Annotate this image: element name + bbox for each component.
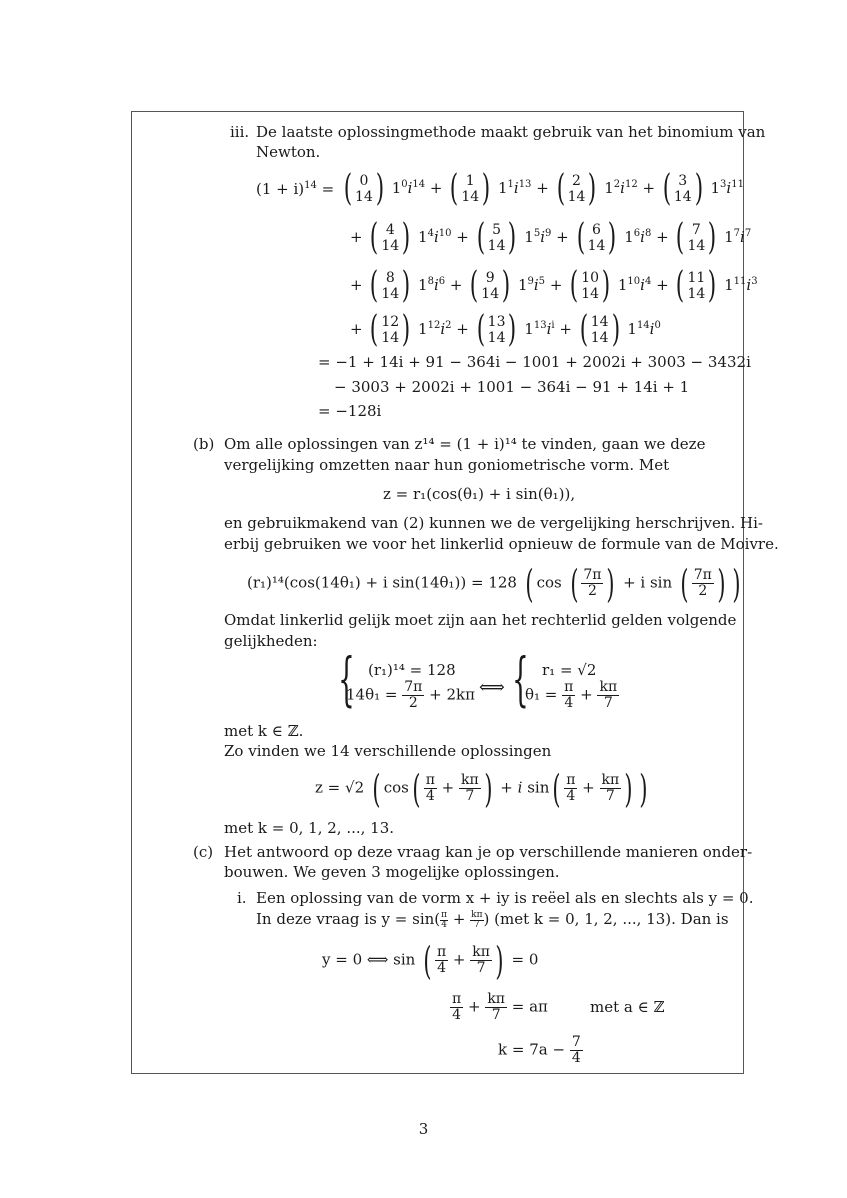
system-left-2b: + 2kπ [429, 685, 475, 704]
item-iii-label: iii. [230, 123, 250, 141]
power-one: 2 [613, 179, 621, 190]
binom-top: 6 [592, 222, 601, 238]
power-i: 0 [654, 320, 661, 331]
binomial-coefficient: ( 7 14 ) [676, 217, 717, 258]
binom-bottom: 14 [581, 286, 600, 302]
power-one: 1 [507, 179, 514, 190]
power-i: 9 [545, 228, 552, 239]
power-i: 2 [445, 320, 452, 331]
system-left-1: (r₁)¹⁴ = 128 [368, 661, 456, 679]
binomial-coefficient: ( 8 14 ) [370, 265, 411, 306]
power-one: 11 [733, 276, 747, 287]
paragraph-line: Omdat linkerlid gelijk moet zijn aan het rechterlid gelden volgende [224, 611, 737, 629]
equation-y-zero: y = 0 ⟺ sin ( $\frac{\pi}{4}$ + $\frac{k\pi}{7}$ ) = 0 [322, 938, 539, 983]
power-one: 7 [733, 228, 741, 239]
binom-bottom: 14 [381, 238, 400, 254]
system-left-2 [346, 680, 475, 711]
binom-top: 3 [678, 173, 688, 189]
binomial-coefficient: ( 13 14 ) [476, 309, 517, 350]
result-line: = −128i [318, 402, 382, 420]
system-right-2a: θ₁ = [525, 685, 558, 704]
power-one: 8 [427, 276, 434, 287]
eq1-right: = 0 [511, 950, 539, 969]
frac-denominator: 4 [441, 919, 447, 930]
lhs-base: (1 + i) [256, 180, 305, 198]
binomial-coefficient: ( 9 14 ) [470, 265, 511, 306]
binom-top: 10 [581, 270, 600, 286]
binomial-coefficient: ( 6 14 ) [576, 217, 617, 258]
frac-denominator: 4 [425, 788, 435, 804]
power-i: 13 [518, 179, 532, 190]
power-one: 4 [427, 228, 434, 239]
frac-denominator: 4 [452, 1007, 462, 1023]
binom-top: 4 [385, 222, 395, 238]
binomial-row: ( 0 14 ) $1^0i^{14}$ + ( 1 14 ) $1^1i^{13}$ + ( 2 14 ) $1^2i^{12}$ + ( 3 14 ) $1^3i^{11}$ [341, 165, 744, 211]
frac-denominator: 7 [603, 695, 613, 711]
frac-denominator: 7 [473, 919, 480, 930]
frac-denominator: 4 [566, 788, 576, 804]
right-brace: { [512, 645, 529, 713]
frac-denominator: 7 [491, 1007, 501, 1023]
binom-top: 2 [572, 173, 581, 189]
frac-denominator: 4 [564, 695, 574, 711]
power-one: 9 [527, 276, 534, 287]
power-i: 3 [751, 276, 758, 287]
frac-numerator: π [566, 772, 576, 788]
power-i: 10 [438, 228, 452, 239]
binomial-row: + ( 12 14 ) $1^{12}i^2$ + ( 13 14 ) $1^{13}i^i$ + ( 14 14 ) $1^{14}i^0$ [350, 309, 661, 350]
power-i: 11 [731, 179, 744, 190]
binom-bottom: 14 [587, 238, 606, 254]
item-i-label: i. [237, 889, 247, 907]
binomial-coefficient: ( 4 14 ) [370, 217, 411, 258]
binom-top: 12 [381, 314, 400, 330]
line-part: In deze vraag is y = sin( [256, 910, 441, 928]
power-i: 12 [624, 179, 638, 190]
binomial-coefficient: ( 3 14 ) [662, 168, 703, 209]
binomial-coefficient: ( 5 14 ) [476, 217, 517, 258]
page-number: 3 [418, 1120, 429, 1138]
binom-bottom: 14 [673, 189, 692, 205]
binom-top: 14 [590, 314, 609, 330]
item-b-label: (b) [193, 435, 215, 453]
line-part: ) (met k = 0, 1, 2, ..., 13). Dan is [483, 910, 729, 928]
paragraph-line: erbij gebruiken we voor het linkerlid opnieuw de formule van de Moivre. [224, 535, 779, 553]
frac-numerator: kπ [472, 944, 490, 960]
power-one: 3 [720, 179, 727, 190]
frac-numerator: kπ [471, 909, 483, 920]
frac-denominator: 4 [437, 960, 446, 976]
moivre-left: (r₁)¹⁴(cos(14θ₁) + i sin(14θ₁)) = 128 [247, 573, 517, 592]
binom-bottom: 14 [381, 286, 400, 302]
frac-denominator: 7 [605, 788, 615, 804]
system-left-2a: 14θ₁ = [346, 685, 398, 704]
binom-top: 0 [359, 173, 369, 189]
binomial-row: + ( 4 14 ) $1^4i^{10}$ + ( 5 14 ) $1^5i^9$ + ( 6 14 ) $1^6i^8$ + ( 7 14 ) $1^7i^7$ [350, 217, 752, 258]
power-i: 8 [644, 228, 652, 239]
binom-bottom: 14 [381, 330, 400, 346]
binom-top: 1 [465, 173, 475, 189]
binom-top: 11 [687, 270, 706, 286]
binom-bottom: 14 [487, 330, 506, 346]
power-one: 0 [401, 179, 408, 190]
lhs-exponent: 14 [304, 180, 317, 191]
binom-bottom: 14 [461, 189, 480, 205]
power-one: 13 [533, 320, 547, 331]
binomial-coefficient: ( 10 14 ) [569, 265, 611, 306]
frac-numerator: π [436, 944, 447, 960]
solution-equation: z = √2 ( cos( $\frac{\pi}{4}$ + $\frac{k\pi}{7}$ ) + i sin( $\frac{\pi}{4}$ + $\frac{k\pi}{7}$ ) ) [315, 766, 648, 811]
equation-z: z = r₁(cos(θ₁) + i sin(θ₁)), [383, 485, 576, 503]
frac-numerator: π [425, 772, 435, 788]
paragraph-line: Het antwoord op deze vraag kan je op verschillende manieren onder- [224, 843, 753, 861]
eq1-left: y = 0 ⟺ sin [322, 950, 416, 969]
power-one: 14 [636, 320, 650, 331]
system-right-1: r₁ = √2 [542, 661, 597, 679]
binomial-coefficient: ( 12 14 ) [370, 309, 411, 350]
paragraph-line: Zo vinden we 14 verschillende oplossingen [224, 742, 552, 760]
binomial-coefficient: ( 14 14 ) [579, 309, 620, 350]
iff-symbol: ⟺ [479, 677, 505, 698]
binom-bottom: 14 [590, 330, 609, 346]
binomial-row: + ( 8 14 ) $1^8i^6$ + ( 9 14 ) $1^9i^5$ + ( 10 14 ) $1^{10}i^4$ + ( 11 14 ) $1^{11}i^3$ [350, 265, 758, 306]
frac-numerator: kπ [487, 991, 505, 1007]
frac-numerator: kπ [601, 772, 620, 788]
frac-numerator: 7π [404, 679, 423, 695]
frac-denominator: 2 [408, 695, 418, 711]
paragraph-line: De laatste oplossingmethode maakt gebruik van het binomium van [256, 123, 766, 141]
paragraph-line: gelijkheden: [224, 632, 318, 650]
power-i: 5 [538, 276, 546, 287]
power-i: 6 [438, 276, 446, 287]
frac-denominator: 2 [587, 583, 597, 599]
binom-top: 7 [691, 222, 701, 238]
binom-bottom: 14 [355, 189, 373, 205]
paragraph-line: en gebruikmakend van (2) kunnen we de vergelijking herschrijven. Hi- [224, 514, 763, 532]
binom-top: 13 [487, 314, 506, 330]
frac-denominator: 2 [698, 583, 708, 599]
binom-top: 5 [492, 222, 502, 238]
frac-numerator: kπ [461, 772, 479, 788]
binomial-coefficient: ( 2 14 ) [556, 168, 597, 209]
binom-bottom: 14 [487, 238, 506, 254]
paragraph-line: met k ∈ ℤ. [224, 722, 304, 740]
paragraph-line: met k = 0, 1, 2, ..., 13. [224, 819, 395, 837]
equation-a-pi: $\frac{\pi}{4}$ + $\frac{k\pi}{7}$ = aπ [452, 991, 548, 1023]
frac-numerator: 7π [693, 567, 712, 583]
paragraph-line: Om alle oplossingen van z¹⁴ = (1 + i)¹⁴ te vinden, gaan we deze [224, 435, 706, 453]
power-i: i [551, 320, 555, 331]
frac-denominator: 7 [465, 788, 475, 804]
eq2-right: = aπ [511, 997, 548, 1016]
power-one: 12 [427, 320, 441, 331]
binomial-coefficient: ( 0 14 ) [343, 168, 385, 209]
paragraph-line: In deze vraag is y = sin( $\frac{\pi}{4}$ + $\frac{k\pi}{7}$ ) (met k = 0, 1, 2, ..., 13). Dan is [256, 909, 729, 930]
frac-denominator: 4 [571, 1050, 581, 1066]
binom-top: 9 [485, 270, 495, 286]
equation-k [498, 1035, 583, 1066]
paragraph-line: Newton. [256, 143, 321, 161]
power-i: 14 [412, 179, 426, 190]
frac-numerator: π [452, 991, 462, 1007]
solution-left: z = √2 [315, 778, 365, 797]
item-c-label: (c) [193, 843, 214, 861]
frac-numerator: 7 [571, 1034, 581, 1050]
power-i: 4 [644, 276, 652, 287]
frac-numerator: kπ [599, 679, 618, 695]
binom-bottom: 14 [567, 189, 586, 205]
binom-bottom: 14 [687, 286, 706, 302]
binomial-lhs: $(1 + i)^{14}$ = [256, 180, 335, 198]
moivre-cos: cos [536, 573, 562, 592]
paragraph-line: bouwen. We geven 3 mogelijke oplossingen. [224, 863, 560, 881]
frac-numerator: π [564, 679, 574, 695]
moivre-equation: (r₁)¹⁴(cos(14θ₁) + i sin(14θ₁)) = 128 ( cos ( $\frac{7\pi}{2}$ ) + i sin ( $\frac{7\pi}{2}$ ) ) [247, 561, 741, 606]
frac-numerator: 7π [583, 567, 602, 583]
power-i: 7 [744, 228, 752, 239]
power-one: 6 [633, 228, 641, 239]
binomial-coefficient: ( 1 14 ) [450, 168, 491, 209]
eq3-left: k = 7a − [498, 1040, 566, 1059]
binomial-coefficient: ( 11 14 ) [676, 265, 717, 306]
moivre-isin: + i sin [623, 573, 673, 592]
binom-bottom: 14 [687, 238, 706, 254]
power-one: 10 [627, 276, 641, 287]
paragraph-line: Een oplossing van de vorm x + iy is reëel als en slechts als y = 0. [256, 889, 754, 907]
left-brace: { [338, 645, 355, 713]
eq2-condition: met a ∈ ℤ [590, 998, 665, 1016]
system-right-2: θ₁ = $\frac{\pi}{4}$ + $\frac{k\pi}{7}$ [525, 679, 618, 711]
frac-denominator: 7 [476, 960, 486, 976]
power-one: 5 [533, 228, 541, 239]
sum-line-1: = −1 + 14i + 91 − 364i − 1001 + 2002i + 3003 − 3432i [318, 353, 751, 371]
paragraph-line: vergelijking omzetten naar hun goniometrische vorm. Met [224, 456, 670, 474]
binom-top: 8 [385, 270, 395, 286]
sum-line-2: − 3003 + 2002i + 1001 − 364i − 91 + 14i + 1 [334, 378, 690, 396]
frac-numerator: π [441, 909, 448, 920]
binom-bottom: 14 [481, 286, 500, 302]
